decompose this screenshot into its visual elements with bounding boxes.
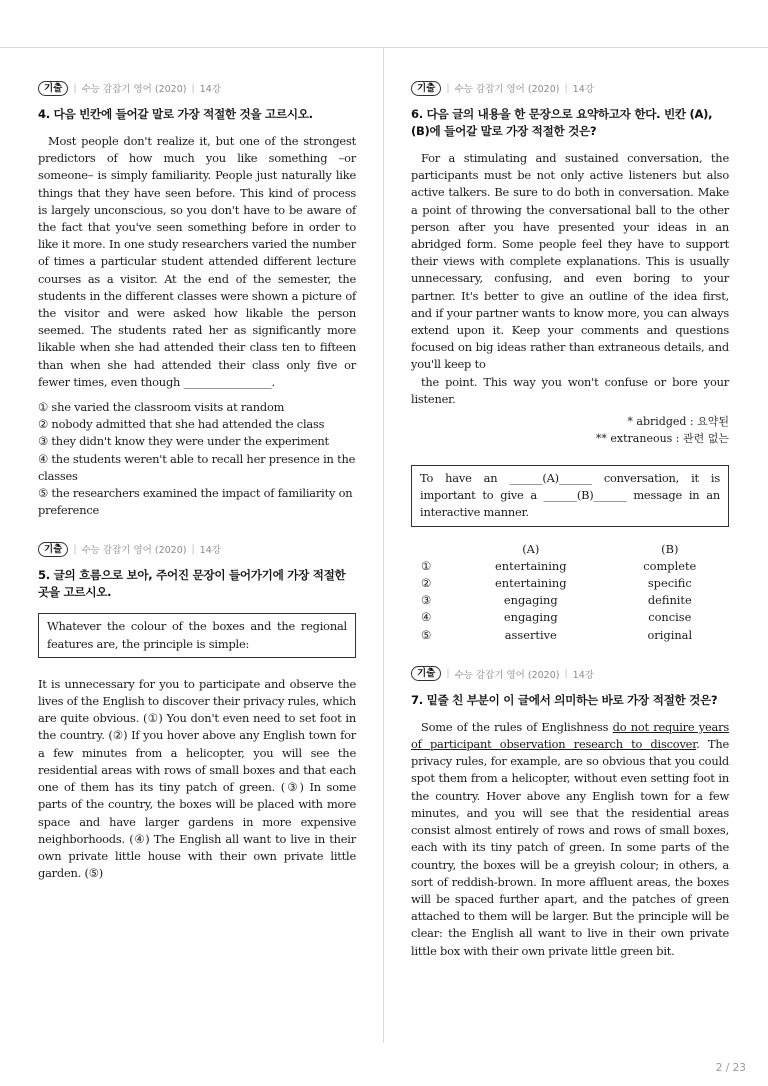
q4-option-2[interactable]: ② nobody admitted that she had attended the class [38,417,325,432]
source-tag-q4: 기출 | 수능 감잡기 영어 (2020) | 14강 [38,80,356,96]
source-label: 수능 감잡기 영어 (2020) [454,84,560,95]
tag-badge: 기출 [38,81,68,96]
column-divider [383,48,384,1043]
tag-badge: 기출 [411,666,441,681]
q5-given-sentence-box: Whatever the colour of the boxes and the regional features are, the principle is simple: [38,613,356,657]
q7-title: 7. 밑줄 친 부분이 이 글에서 의미하는 바로 가장 적절한 것은? [411,692,718,707]
lesson-label: 14강 [199,84,221,95]
q4-option-1[interactable]: ① she varied the classroom visits at random [38,400,285,415]
source-tag-q6: 기출 | 수능 감잡기 영어 (2020) | 14강 [411,80,729,96]
q6-title: 6. 다음 글의 내용을 한 문장으로 요약하고자 한다. 빈칸 (A), (B)에 들어갈 말로 가장 적절한 것은? [411,107,713,138]
footnote-extraneous: ** extraneous : 관련 없는 [595,431,729,445]
choice-row[interactable]: ① entertaining complete [421,558,697,573]
choice-row[interactable]: ③ engaging definite [421,593,692,608]
q6-passage: For a stimulating and sustained conversation, the participants must be not only active listeners but also active talkers. Be sure to do both in conversation. Make a point of throwing the conversational ball to the other person after you have presented your ideas in an abridged form. Some people feel they have to support their views with complete explanations. This is usually unnecessary, confusing, and even boring to your partner. It's better to give an outline of the idea first, and if your partner wants to know more, you can always extend upon it. Keep your comments and questions focused on big ideas rather than extraneous details, and you'll keep to [411,151,729,372]
q6-summary-box: To have an ______(A)______ conversation, it is important to give a ______(B)______ message in an interactive manner. [411,465,729,527]
q7-passage: Some of the rules of Englishness do not require years of participant observation research to discover. The privacy rules, for example, are so obvious that you could spot them from a helicopter, without even setting foot in the country. Hover above any English town for a few minutes, and you will see that the residential areas consist almost entirely of rows and rows of small boxes, each with its tiny patch of green. In some parts of the country, the boxes will be a greyish colour; in others, a sort of reddish-brown. In more affluent areas, the boxes will be spaced further apart, and the patches of green attached to them will be larger. But the principle will be clear: the English all want to live in their own private little box with their own private little green bit. [411,719,730,958]
q4-passage: Most people don't realize it, but one of the strongest predictors of how much you like something –or someone– is simply familiarity. People just naturally like things that they have seen before. This kind of process is largely unconscious, so you don't have to be aware of the fact that you've seen something before in order to like it more. In one study researchers varied the number of times a particular student attended different lecture courses as a visitor. At the end of the semester, the students in the different classes were shown a picture of the visitor and were asked how likable the person seemed. The students rated her as significantly more likable when she had attended their class ten to fifteen than when she had attended their class only five or fewer times, even though ________________. [38,134,356,389]
page-number: 2 / 23 [715,1062,746,1074]
source-label: 수능 감잡기 영어 (2020) [81,545,187,557]
q5-passage: It is unnecessary for you to participate and observe the lives of the English to discover their privacy rules, which are quite obvious. (①) You don't even need to set foot in the country. (②) If you hover above any English town for a few minutes from a helicopter, you will see the residential areas with rows of small boxes and that each one of them has its tiny patch of green. (③) In some parts of the country, the boxes will be placed with more space and have larger gardens in more expensive neighborhoods. (④) The English all want to live in their own private little house with their own private little garden. (⑤) [38,676,356,881]
source-tag-q5: 기출 | 수능 감잡기 영어 (2020) | 14강 [38,541,356,557]
choice-row[interactable]: ⑤ assertive original [421,627,693,642]
header-b: (B) [661,541,679,556]
lesson-label: 14강 [572,669,594,681]
q6-passage-continued: the point. This way you won't confuse or bore your listener. [411,374,729,406]
header-divider [0,47,768,48]
q4-option-3[interactable]: ③ they didn't know they were under the experiment [38,434,329,449]
choice-row[interactable]: ④ engaging concise [421,610,692,625]
q6-footnotes [411,414,729,447]
lesson-label: 14강 [199,545,221,557]
q4-option-5[interactable]: ⑤ the researchers examined the impact of familiarity on preference [38,486,353,518]
source-label: 수능 감잡기 영어 (2020) [81,84,187,95]
q4-option-4[interactable]: ④ the students weren't able to recall her presence in the classes [38,451,356,483]
q5-title: 5. 글의 흐름으로 보아, 주어진 문장이 들어가기에 가장 적절한 곳을 고르시오. [38,568,346,600]
choice-row[interactable]: ② entertaining specific [421,576,692,591]
q4-title: 4. 다음 빈칸에 들어갈 말로 가장 적절한 것을 고르시오. [38,107,313,121]
source-tag-q7: 기출 | 수능 감잡기 영어 (2020) | 14강 [411,666,729,682]
tag-badge: 기출 [411,81,441,96]
underlined-phrase: do not require years of participant observation research to discover [411,719,730,752]
q4-options [38,399,356,519]
q6-choices-table [411,541,729,644]
lesson-label: 14강 [572,84,594,95]
choices-header [411,541,729,558]
left-column [38,80,356,882]
right-column [411,80,729,960]
tag-badge: 기출 [38,542,68,557]
footnote-abridged: * abridged : 요약된 [627,415,729,429]
header-a: (A) [522,541,540,556]
source-label: 수능 감잡기 영어 (2020) [454,669,560,681]
